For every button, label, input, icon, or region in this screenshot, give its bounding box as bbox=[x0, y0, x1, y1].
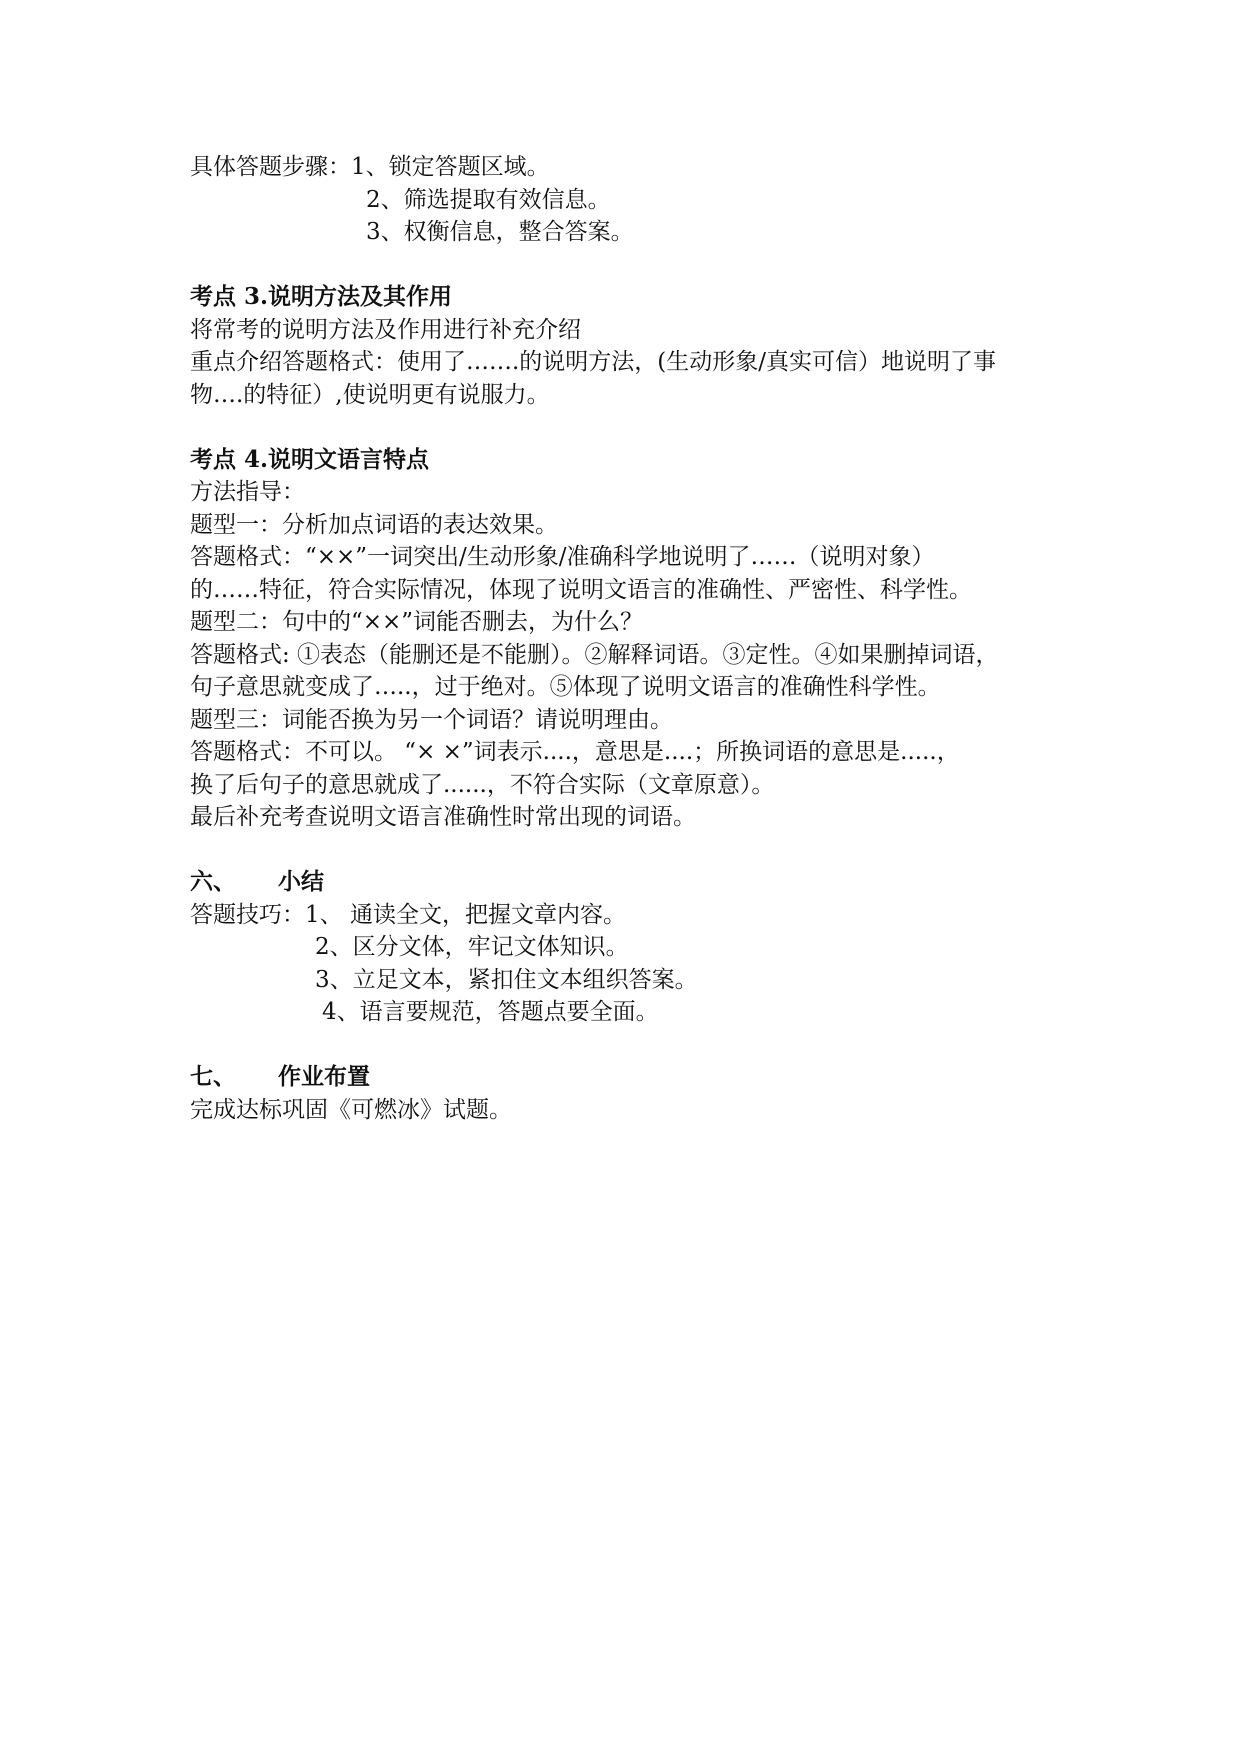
step-item: 1、锁定答题区域。 bbox=[351, 154, 550, 180]
section-title: 小结 bbox=[278, 868, 324, 895]
paragraph-line: 题型三：词能否换为另一个词语？请说明理由。 bbox=[190, 707, 673, 733]
section-number: 六、 bbox=[190, 868, 236, 895]
paragraph-line: 题型二：句中的“××”词能否删去，为什么？ bbox=[190, 609, 644, 635]
section-heading-7 bbox=[190, 1061, 370, 1093]
paragraph-line: 题型一：分析加点词语的表达效果。 bbox=[190, 512, 558, 538]
paragraph-line: 物….的特征）,使说明更有说服力。 bbox=[190, 382, 550, 408]
paragraph-line: 将常考的说明方法及作用进行补充介绍 bbox=[190, 317, 581, 343]
paragraph-line: 换了后句子的意思就成了......，不符合实际（文章原意）。 bbox=[190, 772, 775, 798]
tips-label: 答题技巧： bbox=[190, 902, 305, 928]
section-heading-point3: 考点 3.说明方法及其作用 bbox=[190, 283, 453, 310]
paragraph-line: 答题格式：不可以。 “× ×”词表示....，意思是....；所换词语的意思是.....， bbox=[190, 739, 960, 765]
paragraph-line: 重点介绍答题格式：使用了…….的说明方法，(生动形象/真实可信）地说明了事 bbox=[190, 349, 997, 375]
section-title: 作业布置 bbox=[278, 1063, 370, 1090]
tip-item: 4、语言要规范，答题点要全面。 bbox=[322, 999, 659, 1025]
step-item: 3、权衡信息，整合答案。 bbox=[366, 219, 634, 245]
paragraph-line: 答题格式：“××”一词突出/生动形象/准确科学地说明了……（说明对象） bbox=[190, 544, 935, 570]
section-number: 七、 bbox=[190, 1063, 236, 1090]
tips-line-1 bbox=[190, 899, 626, 931]
paragraph-line: 完成达标巩固《可燃冰》试题。 bbox=[190, 1097, 512, 1123]
step-item: 2、筛选提取有效信息。 bbox=[366, 187, 611, 213]
section-heading-point4: 考点 4.说明文语言特点 bbox=[190, 446, 430, 473]
steps-line-1 bbox=[190, 151, 550, 183]
tip-item: 1、 通读全文，把握文章内容。 bbox=[305, 902, 626, 928]
tip-item: 3、立足文本，紧扣住文本组织答案。 bbox=[315, 967, 698, 993]
paragraph-line: 答题格式: ①表态（能删还是不能删）。②解释词语。③定性。④如果删掉词语， bbox=[190, 642, 999, 668]
paragraph-line: 最后补充考查说明文语言准确性时常出现的词语。 bbox=[190, 804, 696, 830]
paragraph-line: 的……特征，符合实际情况，体现了说明文语言的准确性、严密性、科学性。 bbox=[190, 577, 972, 603]
section-heading-6 bbox=[190, 866, 324, 898]
tip-item: 2、区分文体，牢记文体知识。 bbox=[315, 934, 629, 960]
paragraph-line: 句子意思就变成了…..，过于绝对。⑤体现了说明文语言的准确性科学性。 bbox=[190, 674, 941, 700]
steps-label: 具体答题步骤： bbox=[190, 154, 351, 180]
paragraph-line: 方法指导： bbox=[190, 479, 305, 505]
